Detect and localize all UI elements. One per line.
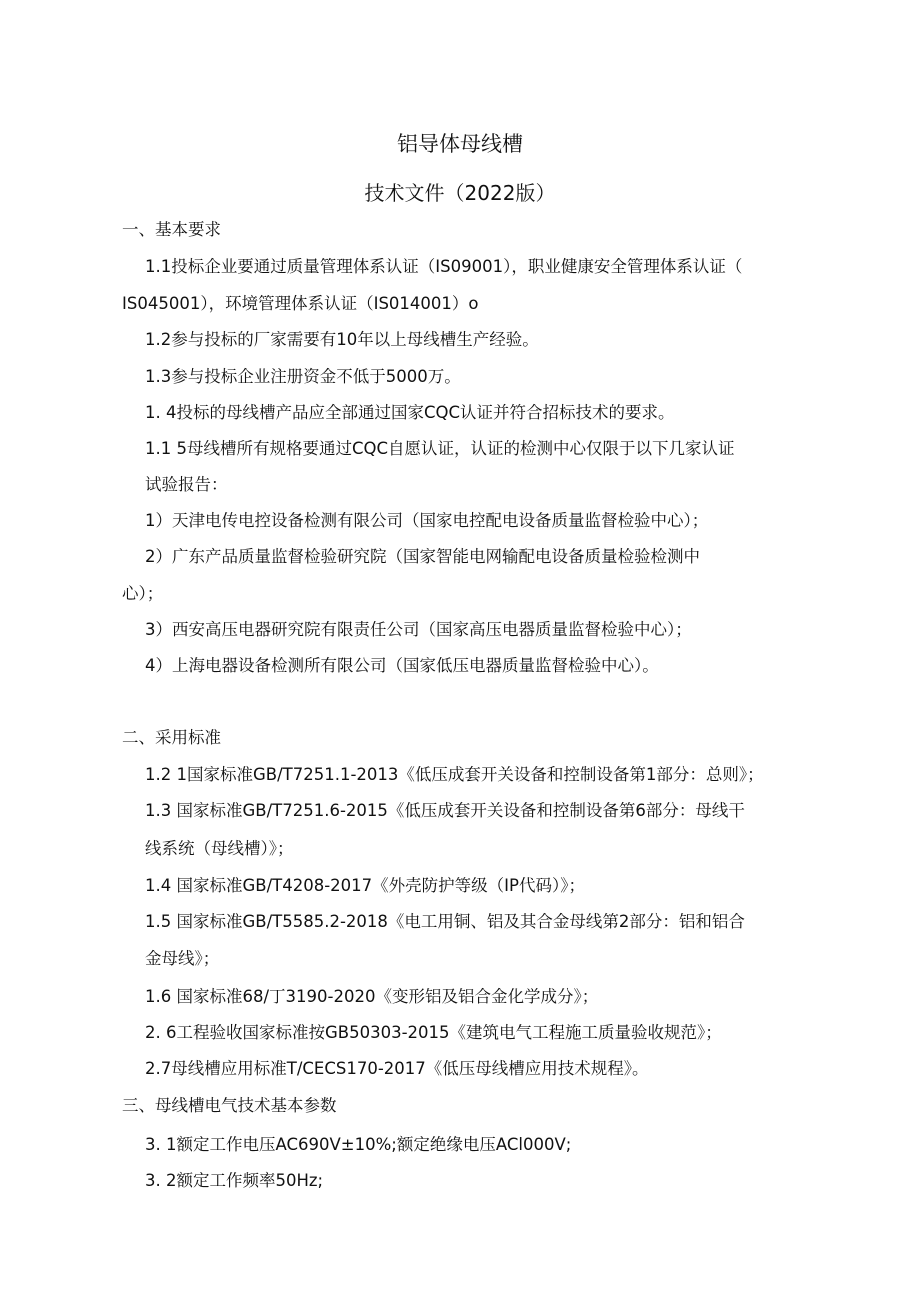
- paragraph-line: 1.4 国家标准GB/T4208-2017《外壳防护等级（IP代码）》；: [145, 876, 585, 895]
- paragraph-line: 心）；: [122, 584, 164, 603]
- paragraph-line: 2. 6工程验收国家标准按GB50303-2015《建筑电气工程施工质量验收规范》；: [145, 1023, 722, 1042]
- section-heading-standards: 二、采用标准: [122, 728, 221, 747]
- paragraph-line: 2）广东产品质量监督检验研究院（国家智能电网输配电设备质量检验检测中: [145, 547, 700, 566]
- document-subtitle: 技术文件（2022版）: [364, 181, 556, 205]
- document-title: 铝导体母线槽: [397, 132, 523, 156]
- paragraph-line: 2.7母线槽应用标准T/CECS170-2017《低压母线槽应用技术规程》。: [145, 1059, 649, 1078]
- paragraph-line: 3. 1额定工作电压AC690V±10%;额定绝缘电压ACl000V;: [145, 1135, 572, 1154]
- paragraph-line: 1.2 1国家标准GB/T7251.1-2013《低压成套开关设备和控制设备第1部分：总则》；: [145, 765, 764, 784]
- section-heading-parameters: 三、母线槽电气技术基本参数: [122, 1096, 337, 1115]
- paragraph-line: 1）天津电传电控设备检测有限公司（国家电控配电设备质量监督检验中心）；: [145, 511, 709, 530]
- paragraph-line: 1.1投标企业要通过质量管理体系认证（IS09001），职业健康安全管理体系认证（: [145, 257, 743, 276]
- paragraph-line: 线系统（母线槽）》；: [145, 839, 294, 858]
- paragraph-line: 4）上海电器设备检测所有限公司（国家低压电器质量监督检验中心）。: [145, 656, 659, 675]
- paragraph-line: 1.1 5母线槽所有规格要通过CQC自愿认证，认证的检测中心仅限于以下几家认证: [145, 439, 735, 458]
- paragraph-line: 3. 2额定工作频率50Hz;: [145, 1171, 324, 1190]
- paragraph-line: IS045001），环境管理体系认证（IS014001）o: [122, 294, 479, 313]
- paragraph-line: 1.6 国家标准68/丁3190-2020《变形铝及铝合金化学成分》；: [145, 987, 599, 1006]
- paragraph-line: 1.2参与投标的厂家需要有10年以上母线槽生产经验。: [145, 330, 539, 349]
- paragraph-line: 3）西安高压电器研究院有限责任公司（国家高压电器质量监督检验中心）；: [145, 620, 692, 639]
- paragraph-line: 1.5 国家标准GB/T5585.2-2018《电工用铜、铝及其合金母线第2部分：铝和铝合: [145, 912, 745, 931]
- section-heading-requirements: 一、基本要求: [122, 220, 221, 239]
- paragraph-line: 1. 4投标的母线槽产品应全部通过国家CQC认证并符合招标技术的要求。: [145, 403, 675, 422]
- paragraph-line: 1.3参与投标企业注册资金不低于5000万。: [145, 367, 461, 386]
- paragraph-line: 金母线》；: [145, 949, 220, 968]
- paragraph-line: 1.3 国家标准GB/T7251.6-2015《低压成套开关设备和控制设备第6部分：母线干: [145, 801, 745, 820]
- paragraph-line: 试验报告：: [145, 475, 228, 494]
